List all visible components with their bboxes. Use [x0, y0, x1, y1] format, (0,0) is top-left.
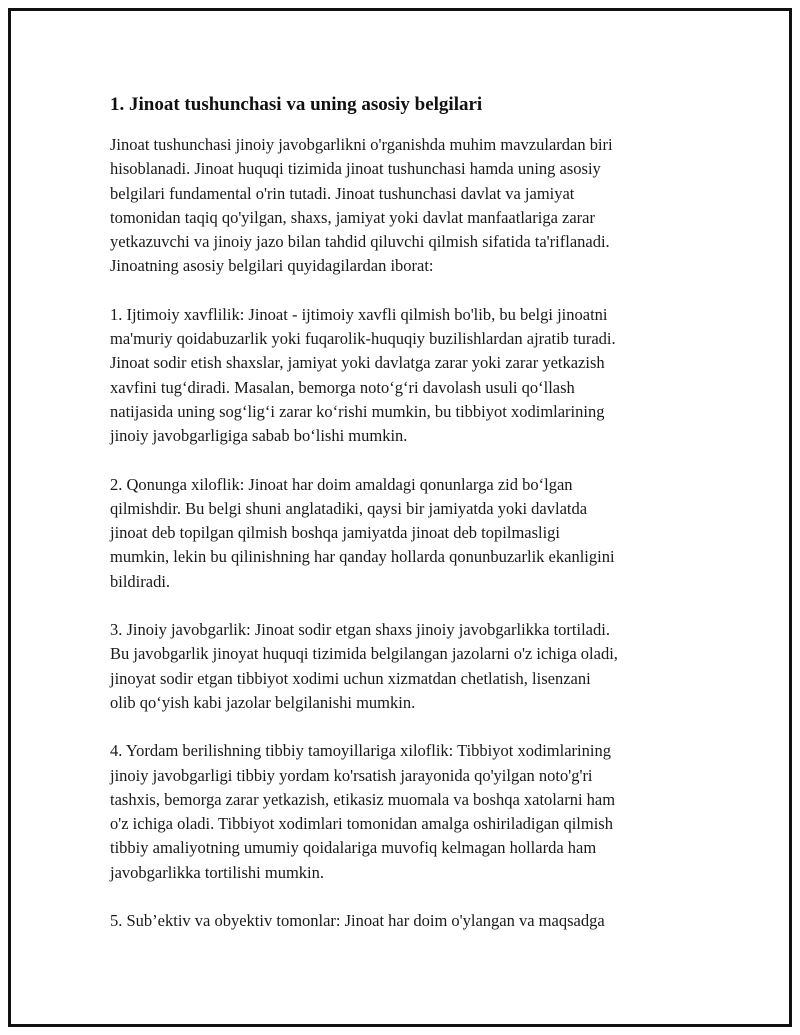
- text-line: yetkazuvchi va jinoiy jazo bilan tahdid qiluvchi qilmish sifatida ta'riflanadi.: [110, 232, 610, 252]
- text-line: 4. Yordam berilishning tibbiy tamoyillariga xiloflik: Tibbiyot xodimlarining: [110, 741, 611, 761]
- paragraph-intro: [110, 133, 690, 279]
- text-line: hisoblanadi. Jinoat huquqi tizimida jinoat tushunchasi hamda uning asosiy: [110, 159, 601, 179]
- paragraph-jinoiy-javobgarlik: [110, 618, 690, 715]
- text-line: ma'muriy qoidabuzarlik yoki fuqarolik-huquqiy buzilishlardan ajratib turadi.: [110, 329, 616, 349]
- text-line: tashxis, bemorga zarar yetkazish, etikasiz muomala va boshqa xatolarni ham: [110, 789, 616, 809]
- text-line: mumkin, lekin bu qilinishning har qanday hollarda qonunbuzarlik ekanligini: [110, 547, 615, 567]
- text-line: bildiradi.: [110, 571, 171, 591]
- document-body: [110, 92, 690, 957]
- text-line: jinoiy javobgarligiga sabab bo‘lishi mumkin.: [110, 426, 408, 446]
- text-line: xavfini tug‘diradi. Masalan, bemorga noto‘g‘ri davolash usuli qo‘llash: [110, 377, 575, 397]
- text-line: tibbiy amaliyotning umumiy qoidalariga muvofiq kelmagan hollarda ham: [110, 838, 597, 858]
- text-line: 1. Ijtimoiy xavflilik: Jinoat - ijtimoiy xavfli qilmish bo'lib, bu belgi jinoatni: [110, 304, 608, 324]
- text-line: qilmishdir. Bu belgi shuni anglatadiki, qaysi bir jamiyatda yoki davlatda: [110, 498, 588, 518]
- text-line: jinoat deb topilgan qilmish boshqa jamiyatda jinoat deb topilmasligi: [110, 523, 561, 543]
- text-line: Jinoat sodir etish shaxslar, jamiyat yoki davlatga zarar yoki zarar yetkazish: [110, 353, 605, 373]
- paragraph-tibbiy-tamoyillar: [110, 739, 690, 885]
- text-line: natijasida uning sog‘lig‘i zarar ko‘rishi mumkin, bu tibbiyot xodimlarining: [110, 401, 605, 421]
- text-line: belgilari fundamental o'rin tutadi. Jinoat tushunchasi davlat va jamiyat: [110, 183, 575, 203]
- text-line: Bu javobgarlik jinoyat huquqi tizimida belgilangan jazolarni o'z ichiga oladi,: [110, 644, 618, 664]
- paragraph-ijtimoiy-xavflilik: [110, 303, 690, 449]
- text-line: jinoiy javobgarligi tibbiy yordam ko'rsatish jarayonida qo'yilgan noto'g'ri: [110, 765, 593, 785]
- text-line: jinoyat sodir etgan tibbiyot xodimi uchun xizmatdan chetlatish, lisenzani: [110, 668, 591, 688]
- paragraph-subyektiv-obyektiv: [110, 909, 690, 933]
- text-line: o'z ichiga oladi. Tibbiyot xodimlari tomonidan amalga oshiriladigan qilmish: [110, 814, 613, 834]
- text-line: Jinoatning asosiy belgilari quyidagilardan iborat:: [110, 256, 434, 276]
- text-line: Jinoat tushunchasi jinoiy javobgarlikni o'rganishda muhim mavzulardan biri: [110, 135, 613, 154]
- page-title: 1. Jinoat tushunchasi va uning asosiy belgilari: [110, 94, 483, 115]
- text-line: tomonidan taqiq qo'yilgan, shaxs, jamiyat yoki davlat manfaatlariga zarar: [110, 207, 595, 227]
- text-line: javobgarlikka tortilishi mumkin.: [110, 862, 325, 882]
- text-line: olib qo‘yish kabi jazolar belgilanishi mumkin.: [110, 692, 416, 712]
- text-line: 2. Qonunga xiloflik: Jinoat har doim amaldagi qonunlarga zid bo‘lgan: [110, 474, 573, 494]
- paragraph-qonunga-xiloflik: [110, 473, 690, 594]
- text-line: 5. Sub’ektiv va obyektiv tomonlar: Jinoat har doim o'ylangan va maqsadga: [110, 911, 605, 931]
- text-line: 3. Jinoiy javobgarlik: Jinoat sodir etgan shaxs jinoiy javobgarlikka tortiladi.: [110, 620, 610, 640]
